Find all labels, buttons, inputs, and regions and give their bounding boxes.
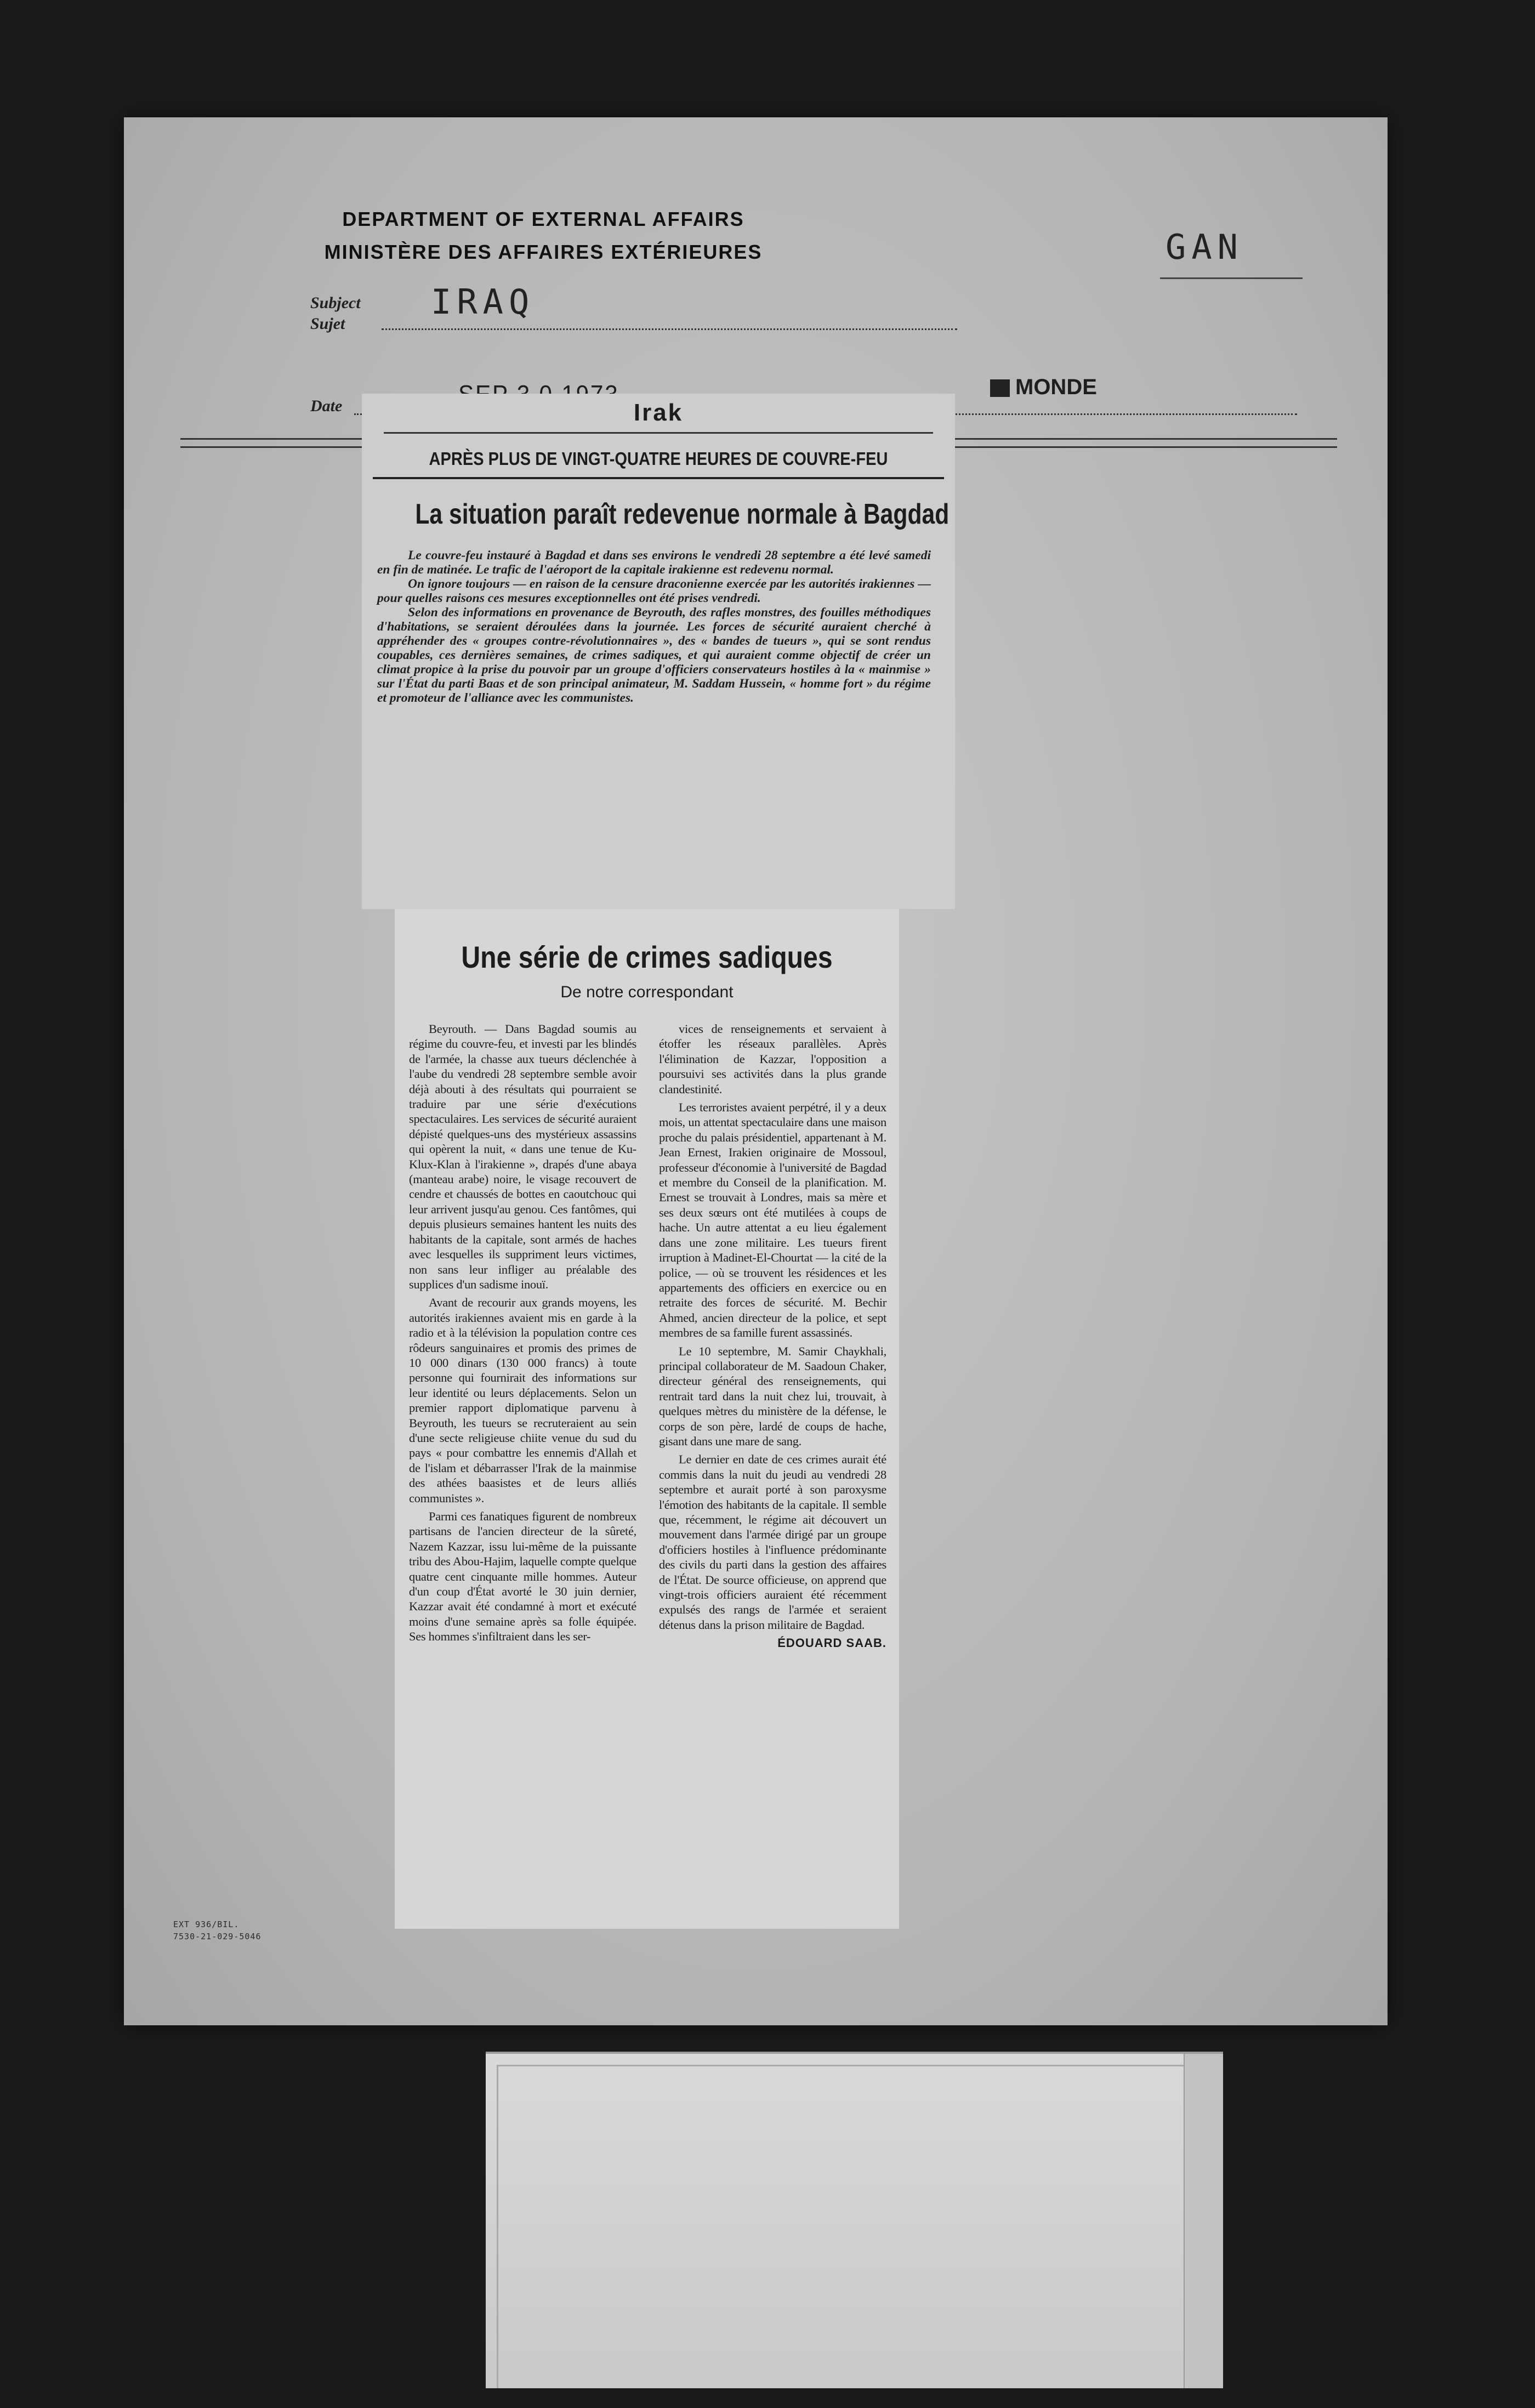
subject-label-en: Subject — [310, 294, 361, 312]
microfilm-box-stub — [486, 2052, 1223, 2388]
kicker-rule — [384, 432, 933, 434]
body-paragraph: Beyrouth. — Dans Bagdad soumis au régime du couvre-feu, et investi par les blindés de l'armée, la chasse aux tueurs déclenchée à l'aube du vendredi 28 septembre semble avoir déjà abouti à des résultats qui pourraient se traduire par une série d'exécutions spectaculaires. Les services de sécurité auraient dépisté quelques-uns des mystérieux assassins qui opèrent la nuit, « dans une tenue de Ku-Klux-Klan à l'irakienne », drapés d'une abaya (manteau arabe) noire, le visage recouvert de cendre et chaussés de bottes en caoutchouc qui leur arrivent jusqu'au genou. Ces fantômes, qui depuis plusieurs semaines hantent les nuits des habitants de la capitale, sont armés de haches avec lesquelles ils suppriment leurs victimes, non sans leur infliger au préalable des supplices d'un sadisme inouï. — [409, 1022, 636, 1291]
publication-value — [990, 375, 1097, 400]
lede-paragraph: Le couvre-feu instauré à Bagdad et dans ses environs le vendredi 28 septembre a été levé samedi en fin de matinée. Le trafic de l'aéroport de la capitale irakienne est redevenu normal. — [377, 548, 931, 577]
article-lede — [377, 548, 931, 705]
subject-underline — [382, 328, 957, 330]
overline-rule — [373, 477, 944, 479]
box-stub-inner — [497, 2065, 1212, 2388]
subject-value: IRAQ — [431, 282, 535, 322]
article-subhead: Une série de crimes sadiques — [461, 940, 833, 974]
department-header-fr: MINISTÈRE DES AFFAIRES EXTÉRIEURES — [324, 241, 763, 263]
publication-name: MONDE — [1015, 375, 1097, 399]
body-paragraph: Parmi ces fanatiques figurent de nombreux partisans de l'ancien directeur de la sûreté, Nazem Kazzar, issu lui-même de la puissante tribu des Abou-Hajim, laquelle compte quelque quatre cent cinquante mille hommes. Auteur d'un coup d'État avorté le 30 juin dernier, Kazzar avait été condamné à mort et exécuté moins d'une semaine après sa folle équipée. Ses hommes s'infiltraient dans les ser- — [409, 1509, 636, 1644]
subject-label-fr: Sujet — [310, 315, 345, 333]
lede-paragraph: On ignore toujours — en raison de la censure draconienne exercée par les autorités irakiennes — pour quelles raisons ces mesures exceptionnelles ont été prises vendredi. — [377, 577, 931, 605]
body-paragraph: Le 10 septembre, M. Samir Chaykhali, principal collaborateur de M. Saadoun Chaker, directeur général des renseignements, qui rentrait tard dans la nuit chez lui, trouvait, à quelques mètres du ministère de la défense, le corps de son père, lardé de coups de hache, gisant dans une mare de sang. — [659, 1344, 886, 1448]
article-column-1 — [409, 1021, 636, 1648]
lede-paragraph: Selon des informations en provenance de Beyrouth, des rafles monstres, des fouilles méthodiques d'habitations, se seraient déroulées dans la journée. Les forces de sécurité auraient cherché à appréhender des « groupes contre-révolutionnaires », des « bandes de tueurs », qui se sont rendus coupables, ces dernières semaines, de crimes sadiques, et qui auraient comme objectif de créer un climat propice à la prise du pouvoir par un groupe d'officiers conservateurs hostiles à la « mainmise » sur l'État du parti Baas et de son principal animateur, M. Saddam Hussein, « homme fort » du régime et promoteur de l'alliance avec les communistes. — [377, 605, 931, 705]
body-paragraph: Avant de recourir aux grands moyens, les autorités irakiennes avaient mis en garde à la radio et à la télévision la population contre ces rôdeurs sanguinaires et promis des primes de 10 000 dinars (130 000 francs) à toute personne qui fournirait des informations sur leur identité ou leurs déplacements. Selon un premier rapport diplomatique parvenu à Beyrouth, les tueurs se recruteraient au sein d'une secte religieuse chiite venue du sud du pays « pour combattre les ennemis d'Allah et de l'islam et débarrasser l'Irak de la mainmise des athées baasistes et de leurs alliés communistes ». — [409, 1296, 636, 1505]
article-columns — [409, 1021, 887, 1910]
date-label: Date — [310, 397, 343, 415]
article-column-2 — [659, 1021, 886, 1651]
article-headline: La situation paraît redevenue normale à Bagdad — [415, 498, 950, 530]
clipping-top-block — [362, 394, 955, 909]
article-byline: De notre correspondant — [560, 983, 734, 1001]
article-author: ÉDOUARD SAAB. — [777, 1636, 886, 1650]
newspaper-clipping — [362, 394, 955, 1929]
body-paragraph: Les terroristes avaient perpétré, il y a deux mois, un attentat spectaculaire dans une maison proche du palais présidentiel, appartenant à M. Jean Ernest, Irakien originaire de Mossoul, professeur d'économie à l'université de Bagdad et membre du Conseil de la planification. M. Ernest se trouvait à Londres, mais sa mère et ses deux sœurs ont été mutilées à coups de hache. Un autre attentat a eu lieu également dans une zone militaire. Les tueurs firent irruption à Madinet-El-Chourtat — la cité de la police, — où se trouvent les résidences et les appartements des officiers en exercice ou en retraite des forces de sécurité. M. Bechir Ahmed, ancien directeur de la police, et sept membres de sa famille furent assassinés. — [659, 1100, 886, 1340]
clipping-body-block — [395, 909, 899, 1929]
department-header-en: DEPARTMENT OF EXTERNAL AFFAIRS — [342, 208, 744, 230]
form-code — [173, 1918, 261, 1943]
box-stub-flap — [1184, 2054, 1223, 2388]
file-code-underline — [1160, 277, 1303, 279]
handwritten-file-code: GAN — [1166, 227, 1243, 267]
form-code-line-2: 7530-21-029-5046 — [173, 1932, 261, 1941]
body-paragraph: vices de renseignements et servaient à étoffer les réseaux parallèles. Après l'élimination de Kazzar, l'opposition a poursuivi ses activités dans la plus grande clandestinité. — [659, 1022, 886, 1096]
article-overline: APRÈS PLUS DE VINGT-QUATRE HEURES DE COUVRE-FEU — [429, 448, 888, 469]
stamp-block-icon — [990, 379, 1010, 397]
body-paragraph: Le dernier en date de ces crimes aurait été commis dans la nuit du jeudi au vendredi 28 septembre et aurait porté à son paroxysme l'émotion des habitants de la capitale. Il semble que, récemment, le régime ait découvert un mouvement dans l'armée dirigé par un groupe d'officiers hostiles à l'influence prédominante des civils du parti dans la gestion des affaires de l'État. De source officieuse, on apprend que vingt-trois officiers auraient été récemment expulsés des rangs de l'armée et seraient détenus dans la prison militaire de Bagdad. — [659, 1452, 886, 1632]
article-kicker: Irak — [633, 399, 684, 426]
form-code-line-1: EXT 936/BIL. — [173, 1919, 240, 1929]
